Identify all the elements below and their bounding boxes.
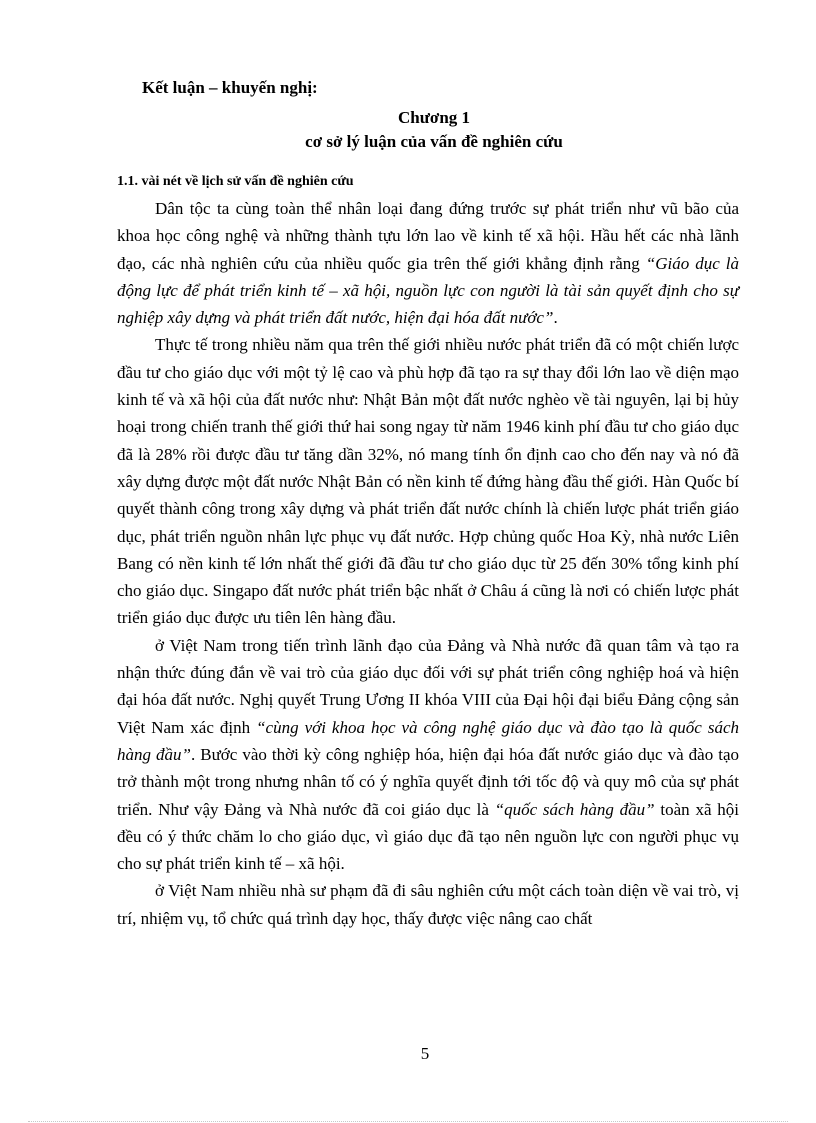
paragraph-4 xyxy=(117,877,739,932)
paragraph-2 xyxy=(117,331,739,631)
chapter-number: Chương 1 xyxy=(397,108,471,127)
paragraph-text: toàn xã hội đều có ý thức chăm lo cho giáo dục, vì giáo dục đã tạo nên nguồn lực con người phục vụ cho sự phát triển kinh tế – xã hội. xyxy=(117,799,739,874)
paragraph-text: ở Việt Nam nhiều nhà sư phạm đã đi sâu nghiên cứu một cách toàn diện về vai trò, vị trí, nhiệm vụ, tổ chức quá trình dạy học, thấy được việc nâng cao chất xyxy=(117,881,739,928)
page-number: 5 xyxy=(420,1044,430,1063)
italic-quote: “Giáo dục là động lực để phát triển kinh tế – xã hội, nguồn lực con người là tài sản quyết định cho sự nghiệp xây dựng và phát triển đất nước, hiện đại hóa đất nước” xyxy=(117,253,739,328)
conclusion-heading: Kết luận – khuyến nghị: xyxy=(142,78,318,97)
paragraph-3 xyxy=(117,632,739,878)
paragraph-text: ở Việt Nam trong tiến trình lãnh đạo của Đảng và Nhà nước đã quan tâm và tạo ra nhận thức đúng đắn về vai trò của giáo dục đối với sự phát triển công nghiệp hoá và hiện đại hóa đất nước. Nghị quyết Trung Ương II khóa VIII của Đại hội đại biểu Đảng cộng sản Việt Nam xác định xyxy=(117,635,739,737)
paragraph-text: Dân tộc ta cùng toàn thể nhân loại đang đứng trước sự phát triển như vũ bão của khoa học công nghệ và những thành tựu lớn lao về kinh tế xã hội. Hầu hết các nhà lãnh đạo, các nhà nghiên cứu của nhiều quốc gia trên thế giới khẳng định rằng xyxy=(117,199,739,273)
paragraph-text: . Bước vào thời kỳ công nghiệp hóa, hiện đại hóa đất nước giáo dục và đào tạo trở thành một trong nhưng nhân tố có ý nghĩa quyết định tới tốc độ và quy mô của sự phát triển. Như vậy Đảng và Nhà nước đã coi giáo dục là xyxy=(117,744,739,819)
italic-quote: “cùng với khoa học và công nghệ giáo dục và đào tạo là quốc sách hàng đầu” xyxy=(117,717,739,764)
paragraph-1 xyxy=(117,195,739,331)
italic-quote: “quốc sách hàng đầu” xyxy=(494,799,655,819)
section-heading: 1.1. vài nét về lịch sử vấn đề nghiên cứu xyxy=(117,174,354,189)
paragraph-text: Thực tế trong nhiều năm qua trên thế giới nhiều nước phát triển đã có một chiến lược đầu tư cho giáo dục với một tỷ lệ cao và phù hợp đã tạo ra sự thay đổi lớn lao về diện mạo kinh tế và xã hội của đất nước như: Nhật Bản một đất nước nghèo về tài nguyên, lại bị hủy hoại trong chiến tranh thế giới thứ hai song ngay từ năm 1946 kinh phí đầu tư cho giáo dục đã là 28% rồi được đầu tư tăng dần 32%, nó mang tính ổn định cao cho đến nay và nó đã xây dựng được một đất nước Nhật Bản có nền kinh tế đứng hàng đầu thế giới. Hàn Quốc bí quyết thành công trong xây dựng và phát triển đất nước chính là chiến lược phát triển giáo dục, phát triển nguồn nhân lực phục vụ đất nước. Hợp chủng quốc Hoa Kỳ, nhà nước Liên Bang có nền kinh tế lớn nhất thế giới đã đầu tư cho giáo dục từ 25 đến 30% tổng kinh phí cho giáo dục. Singapo đất nước phát triển bậc nhất ở Châu á cũng là nơi có chiến lược phát triển giáo dục được ưu tiên lên hàng đầu. xyxy=(117,335,739,628)
chapter-title: cơ sở lý luận của vấn đề nghiên cứu xyxy=(305,132,563,151)
paragraph-text: . xyxy=(553,308,558,328)
page-bottom-border xyxy=(28,1121,788,1122)
body-text xyxy=(117,195,739,932)
